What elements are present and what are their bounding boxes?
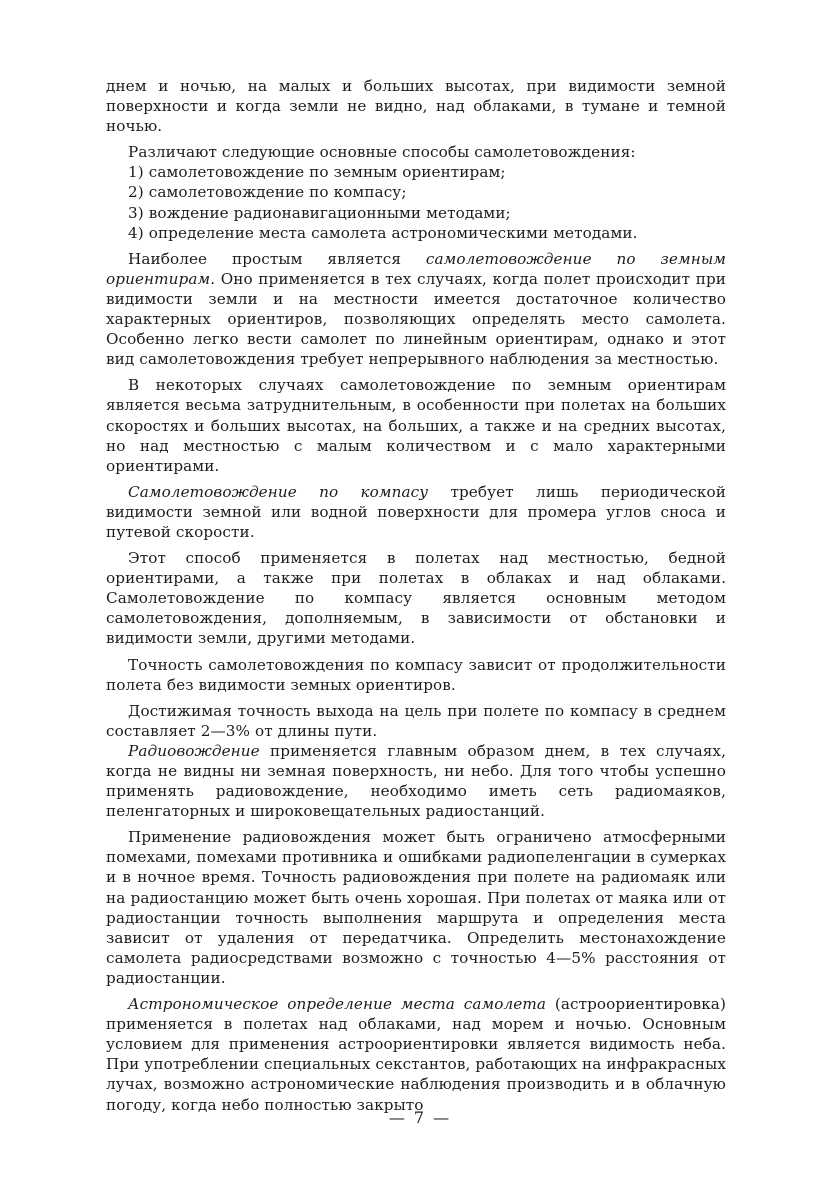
- radio-paragraph: [106, 741, 726, 821]
- difficult-paragraph: В некоторых случаях самолетовождение по земным ориентирам является весьма затруднительным, в особенности при полетах на больших скоростях и больших высотах, на больших, а также и на средних высотах, но над местностью с малым количеством и с мало характерными ориентирами.: [106, 376, 726, 475]
- astro-term: Астрономическое определение места самолета: [128, 995, 546, 1014]
- accuracy-paragraph: Точность самолетовождения по компасу зависит от продолжительности полета без видимости земных ориентиров.: [106, 655, 726, 694]
- methods-lead: Различают следующие основные способы самолетовождения:: [128, 143, 636, 162]
- radio-limits-paragraph: Применение радиовождения может быть ограничено атмосферными помехами, помехами противника и ошибками радиопеленгации в сумерках и в ночное время. Точность радиовождения при полете на радиомаяк или на радиостанцию может быть очень хорошая. При полетах от маяка или от радиостанции точность выполнения маршрута и определения места зависит от удаления от передатчика. Определить местонахождение самолета радиосредствами возможно с точностью 4—5% расстояния от радиостанции.: [106, 828, 726, 987]
- compass-paragraph: [106, 482, 726, 542]
- page-text: [106, 76, 726, 1115]
- compass-term: Самолетовождение по компасу: [128, 482, 429, 501]
- page-number: — 7 —: [388, 1108, 452, 1127]
- landmarks-post: Оно применяется в тех случаях, когда полет происходит при видимости земли и на местности имеется достаточное количество характерных ориентиров, позволяющих определять место самолета. Особенно легко вести самолет по линейным ориентирам, однако и этот вид самолетовождения требует непрерывного наблюдения за местностью.: [106, 269, 726, 369]
- landmarks-paragraph: [106, 249, 726, 370]
- compass-use-paragraph: Этот способ применяется в полетах над местностью, бедной ориентирами, а также при полетах в облаках и над облаками. Самолетовождение по компасу является основным методом самолетовождения, дополняемым, в зависимости от обстановки и видимости земли, другими методами.: [106, 549, 726, 648]
- methods-list: [106, 162, 726, 242]
- compass-post: требует лишь периодической видимости земной или водной поверхности для промера углов сноса и путевой скорости.: [106, 482, 726, 541]
- astro-post: (астроориентировка) применяется в полетах над облаками, над морем и ночью. Основным условием для применения астроориентировки является видимость неба. При употреблении специальных секстантов, работающих на инфракрасных лучах, возможно астрономические наблюдения производить и в облачную погоду, когда небо полностью закрыто: [106, 995, 726, 1114]
- radio-term: Радиовождение: [128, 741, 260, 760]
- list-item: 2) самолетовождение по компасу;: [128, 183, 407, 202]
- landmarks-term: самолетовождение по земным ориентирам.: [106, 249, 726, 288]
- list-item: 3) вождение радионавигационными методами;: [128, 203, 511, 222]
- astro-paragraph: [106, 994, 726, 1115]
- radio-post: применяется главным образом днем, в тех случаях, когда не видны ни земная поверхность, ни небо. Для того чтобы успешно применять радиовождение, необходимо иметь сеть радиомаяков, пеленгаторных и широковещательных радиостанций.: [106, 741, 726, 821]
- list-item: 4) определение места самолета астрономическими методами.: [128, 223, 638, 242]
- list-item: 1) самолетовождение по земным ориентирам;: [128, 163, 506, 182]
- intro-tail-paragraph: днем и ночью, на малых и больших высотах, при видимости земной поверхности и когда земли не видно, над облаками, в тумане и темной ночью.: [106, 77, 726, 136]
- landmarks-pre: Наиболее простым является: [128, 249, 426, 268]
- target-paragraph: Достижимая точность выхода на цель при полете по компасу в среднем составляет 2—3% от длины пути.: [106, 701, 726, 740]
